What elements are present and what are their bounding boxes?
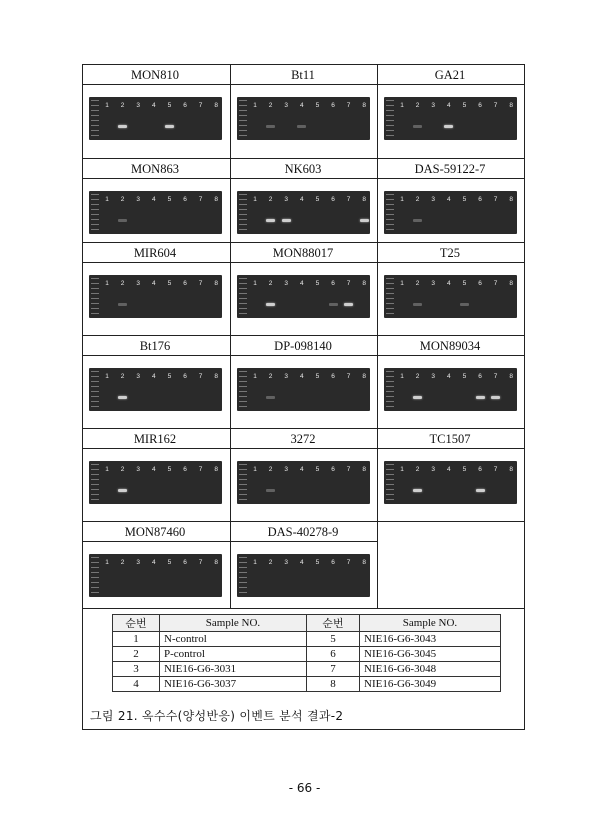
lane-number: 2 [268, 559, 273, 566]
table-header-cell: 순번 [307, 615, 360, 632]
gel-ladder [239, 100, 247, 136]
gel-image [89, 461, 222, 504]
lane-number: 4 [299, 373, 304, 380]
gel-title: MON87460 [124, 525, 186, 539]
table-cell: P-control [160, 647, 307, 662]
title-divider [82, 355, 525, 356]
grid-row-divider [82, 242, 525, 243]
gel-band [282, 219, 291, 222]
lane-number: 4 [446, 466, 451, 473]
lane-number: 4 [151, 102, 156, 109]
table-row [113, 632, 501, 647]
lane-number: 3 [284, 280, 288, 287]
lane-number: 1 [253, 102, 257, 109]
gel-band [266, 396, 275, 399]
lane-number: 2 [120, 196, 125, 203]
lane-number: 8 [362, 373, 366, 380]
lane-number: 5 [167, 559, 172, 566]
lane-number: 7 [493, 280, 498, 287]
lane-number: 4 [299, 466, 304, 473]
lane-number: 1 [400, 466, 404, 473]
gel-image [384, 461, 517, 504]
lane-number: 4 [151, 466, 156, 473]
lane-number: 1 [253, 280, 257, 287]
gel-band [444, 125, 453, 128]
lane-number: 8 [214, 373, 218, 380]
lane-number: 3 [136, 280, 140, 287]
lane-number: 4 [446, 280, 451, 287]
table-row [113, 647, 501, 662]
lane-number: 2 [415, 373, 420, 380]
lane-number: 1 [253, 559, 257, 566]
table-cell: 2 [113, 647, 160, 662]
grid-row-divider [82, 521, 525, 522]
gel-image [237, 275, 370, 318]
gel-title: Bt176 [139, 339, 171, 353]
lane-number: 7 [346, 466, 351, 473]
table-cell: 8 [307, 677, 360, 692]
gel-ladder [91, 278, 99, 314]
lane-number: 6 [478, 196, 482, 203]
gel-title: 3272 [290, 432, 316, 446]
gel-image [89, 554, 222, 597]
gel-image [384, 368, 517, 411]
lane-number: 6 [183, 373, 187, 380]
lane-number: 7 [198, 559, 203, 566]
gel-ladder [386, 371, 394, 407]
table-row [113, 677, 501, 692]
lane-number: 3 [284, 102, 288, 109]
gel-ladder [239, 371, 247, 407]
lane-number: 3 [431, 280, 435, 287]
lane-number: 3 [284, 466, 288, 473]
lane-number: 2 [120, 466, 125, 473]
lane-number: 2 [415, 102, 420, 109]
gel-band [413, 125, 422, 128]
lane-number: 1 [105, 102, 109, 109]
lane-number: 5 [462, 196, 467, 203]
table-cell: 4 [113, 677, 160, 692]
gel-band [413, 489, 422, 492]
table-cell: 6 [307, 647, 360, 662]
lane-number: 8 [509, 373, 513, 380]
lane-number: 2 [415, 280, 420, 287]
gel-band [344, 303, 353, 306]
lane-number: 1 [105, 559, 109, 566]
lane-number: 4 [299, 196, 304, 203]
lane-number: 3 [431, 102, 435, 109]
lane-number: 8 [362, 559, 366, 566]
table-cell: NIE16-G6-3045 [360, 647, 501, 662]
gel-ladder [91, 557, 99, 593]
lane-number: 8 [509, 102, 513, 109]
table-header-cell: Sample NO. [360, 615, 501, 632]
gel-title: MIR162 [133, 432, 177, 446]
lane-number: 5 [315, 559, 320, 566]
gel-image [89, 275, 222, 318]
lane-number: 5 [167, 280, 172, 287]
lane-number: 2 [268, 102, 273, 109]
gel-ladder [239, 194, 247, 230]
lane-number: 5 [167, 196, 172, 203]
lane-number: 6 [478, 373, 482, 380]
lane-number: 7 [198, 196, 203, 203]
lane-number: 5 [462, 102, 467, 109]
lane-number: 8 [214, 466, 218, 473]
gel-band [297, 125, 306, 128]
lane-number: 3 [136, 559, 140, 566]
gel-ladder [91, 194, 99, 230]
gel-title: TC1507 [429, 432, 471, 446]
gel-ladder [386, 278, 394, 314]
lane-number: 7 [493, 102, 498, 109]
table-cell: 1 [113, 632, 160, 647]
lane-number: 6 [331, 559, 335, 566]
lane-number: 6 [183, 196, 187, 203]
table-row [113, 662, 501, 677]
lane-number: 4 [446, 102, 451, 109]
gel-band [266, 303, 275, 306]
lane-number: 3 [136, 466, 140, 473]
lane-number: 2 [120, 280, 125, 287]
gel-image [89, 191, 222, 234]
lane-number: 8 [214, 196, 218, 203]
lane-number: 2 [268, 373, 273, 380]
lane-number: 8 [362, 280, 366, 287]
lane-number: 7 [346, 559, 351, 566]
table-header-cell: Sample NO. [160, 615, 307, 632]
lane-number: 3 [431, 466, 435, 473]
lane-number: 5 [167, 102, 172, 109]
gel-image [237, 554, 370, 597]
lane-number: 1 [105, 466, 109, 473]
gel-title: MON89034 [419, 339, 481, 353]
lane-number: 1 [400, 102, 404, 109]
lane-number: 5 [462, 373, 467, 380]
lane-number: 4 [299, 102, 304, 109]
lane-number: 3 [136, 373, 140, 380]
lane-number: 6 [478, 280, 482, 287]
lane-number: 8 [214, 559, 218, 566]
gel-title: MON863 [131, 162, 179, 176]
gel-band [266, 125, 275, 128]
gel-title: DP-098140 [274, 339, 332, 353]
lane-number: 5 [315, 466, 320, 473]
gel-band [118, 125, 127, 128]
lane-number: 1 [105, 373, 109, 380]
lane-number: 4 [446, 373, 451, 380]
lane-number: 4 [151, 196, 156, 203]
lane-number: 1 [253, 373, 257, 380]
gel-band [266, 489, 275, 492]
lane-number: 6 [331, 373, 335, 380]
lane-number: 7 [198, 466, 203, 473]
lane-number: 1 [400, 373, 404, 380]
gel-band [165, 125, 174, 128]
title-divider [82, 448, 525, 449]
lane-number: 8 [362, 196, 366, 203]
title-divider [82, 262, 525, 263]
gel-band [118, 489, 127, 492]
lane-number: 3 [136, 196, 140, 203]
lane-number: 5 [315, 373, 320, 380]
lane-number: 5 [462, 280, 467, 287]
lane-number: 6 [331, 196, 335, 203]
title-divider [82, 178, 525, 179]
lane-number: 3 [136, 102, 140, 109]
table-cell: NIE16-G6-3037 [160, 677, 307, 692]
lane-number: 5 [315, 196, 320, 203]
gel-title: MON810 [131, 68, 179, 82]
lane-number: 1 [253, 466, 257, 473]
lane-number: 8 [214, 280, 218, 287]
grid-row-divider [82, 158, 525, 159]
gel-ladder [91, 371, 99, 407]
gel-image [237, 97, 370, 140]
lane-number: 4 [299, 280, 304, 287]
gel-title: NK603 [284, 162, 322, 176]
gel-ladder [91, 100, 99, 136]
lane-number: 1 [105, 196, 109, 203]
lane-number: 2 [415, 466, 420, 473]
grid-row-divider [82, 428, 525, 429]
gel-image [237, 368, 370, 411]
lane-number: 6 [478, 102, 482, 109]
grid-row-divider [82, 335, 525, 336]
lane-number: 7 [198, 102, 203, 109]
grid-column-divider [377, 64, 378, 608]
lane-number: 7 [346, 280, 351, 287]
gel-ladder [239, 557, 247, 593]
table-cell: NIE16-G6-3049 [360, 677, 501, 692]
gel-band [413, 396, 422, 399]
lane-number: 5 [167, 466, 172, 473]
gel-image [237, 191, 370, 234]
lane-number: 2 [120, 373, 125, 380]
gel-image [237, 461, 370, 504]
table-cell: 5 [307, 632, 360, 647]
lane-number: 4 [151, 559, 156, 566]
gel-title: Bt11 [291, 68, 315, 82]
gel-ladder [239, 464, 247, 500]
lane-number: 2 [268, 466, 273, 473]
lane-number: 2 [120, 559, 125, 566]
lane-number: 2 [415, 196, 420, 203]
gel-image [384, 275, 517, 318]
lane-number: 5 [167, 373, 172, 380]
title-divider [82, 84, 525, 85]
lane-number: 6 [478, 466, 482, 473]
lane-number: 4 [151, 373, 156, 380]
lane-number: 7 [346, 102, 351, 109]
lane-number: 8 [362, 102, 366, 109]
lane-number: 5 [315, 280, 320, 287]
lane-number: 3 [284, 373, 288, 380]
table-cell: 7 [307, 662, 360, 677]
lane-number: 7 [198, 373, 203, 380]
lane-number: 6 [183, 466, 187, 473]
table-cell: 3 [113, 662, 160, 677]
table-cell: NIE16-G6-3048 [360, 662, 501, 677]
lane-number: 8 [362, 466, 366, 473]
lane-number: 7 [493, 196, 498, 203]
gel-band [413, 219, 422, 222]
lane-number: 8 [509, 280, 513, 287]
lane-number: 6 [183, 102, 187, 109]
gel-band [360, 219, 369, 222]
lane-number: 1 [253, 196, 257, 203]
table-header-row [113, 615, 501, 632]
lane-number: 8 [509, 466, 513, 473]
lane-number: 1 [105, 280, 109, 287]
table-cell: NIE16-G6-3031 [160, 662, 307, 677]
lane-number: 8 [509, 196, 513, 203]
sample-table [112, 614, 501, 692]
gel-band [491, 396, 500, 399]
lane-number: 3 [284, 559, 288, 566]
lane-number: 6 [331, 102, 335, 109]
figure-caption: 그림 21. 옥수수(양성반응) 이벤트 분석 결과-2 [90, 709, 344, 723]
gel-ladder [239, 278, 247, 314]
gel-band [118, 219, 127, 222]
gel-title: GA21 [434, 68, 466, 82]
gel-band [460, 303, 469, 306]
lane-number: 7 [346, 196, 351, 203]
gel-band [476, 489, 485, 492]
lane-number: 2 [120, 102, 125, 109]
gel-band [118, 303, 127, 306]
page-number: - 66 - [288, 781, 321, 795]
lane-number: 1 [400, 280, 404, 287]
lane-number: 4 [446, 196, 451, 203]
gel-image [89, 368, 222, 411]
lane-number: 7 [346, 373, 351, 380]
gel-image [384, 191, 517, 234]
gel-title: DAS-59122-7 [414, 162, 486, 176]
gel-ladder [386, 100, 394, 136]
grid-row-divider [82, 608, 525, 609]
lane-number: 2 [268, 196, 273, 203]
table-cell: N-control [160, 632, 307, 647]
lane-number: 4 [151, 280, 156, 287]
lane-number: 7 [493, 466, 498, 473]
gel-band [118, 396, 127, 399]
gel-title: DAS-40278-9 [267, 525, 339, 539]
lane-number: 6 [183, 280, 187, 287]
lane-number: 1 [400, 196, 404, 203]
gel-band [266, 219, 275, 222]
table-cell: NIE16-G6-3043 [360, 632, 501, 647]
lane-number: 5 [462, 466, 467, 473]
lane-number: 5 [315, 102, 320, 109]
lane-number: 6 [331, 280, 335, 287]
gel-title: MON88017 [272, 246, 334, 260]
gel-image [89, 97, 222, 140]
lane-number: 4 [299, 559, 304, 566]
lane-number: 6 [183, 559, 187, 566]
lane-number: 7 [493, 373, 498, 380]
gel-title: MIR604 [133, 246, 177, 260]
lane-number: 3 [284, 196, 288, 203]
gel-band [476, 396, 485, 399]
lane-number: 7 [198, 280, 203, 287]
gel-band [413, 303, 422, 306]
gel-ladder [386, 464, 394, 500]
gel-title: T25 [439, 246, 461, 260]
gel-band [329, 303, 338, 306]
gel-ladder [386, 194, 394, 230]
lane-number: 3 [431, 373, 435, 380]
table-header-cell: 순번 [113, 615, 160, 632]
gel-image [384, 97, 517, 140]
gel-ladder [91, 464, 99, 500]
lane-number: 6 [331, 466, 335, 473]
lane-number: 2 [268, 280, 273, 287]
lane-number: 8 [214, 102, 218, 109]
lane-number: 3 [431, 196, 435, 203]
